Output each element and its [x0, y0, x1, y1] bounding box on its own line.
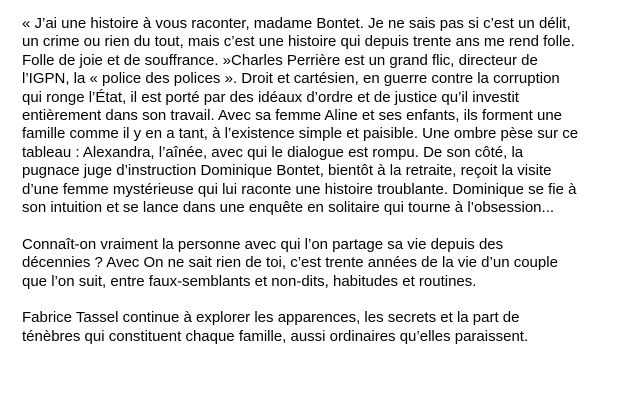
text-line: Connaît-on vraiment la personne avec qui l’on partage sa vie depuis des — [22, 235, 504, 253]
text-line: Folle de joie et de souffrance. »Charles Perrière est un grand flic, directeur de — [22, 51, 538, 69]
text-line: l’IGPN, la « police des polices ». Droit et cartésien, en guerre contre la corruption — [22, 70, 560, 88]
text-line: décennies ? Avec On ne sait rien de toi, c’est trente années de la vie d’un couple — [22, 254, 558, 272]
text-line: pugnace juge d’instruction Dominique Bontet, bientôt à la retraite, reçoit la visite — [22, 162, 552, 180]
text-line: entièrement dans son travail. Avec sa femme Aline et ses enfants, ils forment une — [22, 107, 563, 125]
text-line: que l’on suit, entre faux-semblants et non-dits, habitudes et routines. — [22, 272, 477, 290]
text-line: son intuition et se lance dans une enquête en solitaire qui tourne à l’obsession... — [22, 199, 555, 217]
text-line: famille comme il y en a tant, à l’existence simple et paisible. Une ombre pèse sur ce — [22, 125, 579, 143]
text-line: ténèbres qui constituent chaque famille, aussi ordinaires qu’elles paraissent. — [22, 327, 529, 345]
text-line: tableau : Alexandra, l’aînée, avec qui le dialogue est rompu. De son côté, la — [22, 143, 524, 161]
paragraph-synopsis — [22, 15, 613, 217]
text-line: qui ronge l’État, il est porté par des idéaux d’ordre et de justice qu’il investit — [22, 88, 519, 106]
paragraph-theme — [22, 236, 613, 291]
text-line: « J’ai une histoire à vous raconter, madame Bontet. Je ne sais pas si c’est un délit, — [22, 15, 571, 32]
paragraph-author-note — [22, 309, 613, 346]
text-line: d’une femme mystérieuse qui lui raconte une histoire troublante. Dominique se fie à — [22, 180, 577, 198]
text-line: Fabrice Tassel continue à explorer les apparences, les secrets et la part de — [22, 309, 520, 327]
text-line: un crime ou rien du tout, mais c’est une histoire qui depuis trente ans me rend folle. — [22, 33, 575, 51]
